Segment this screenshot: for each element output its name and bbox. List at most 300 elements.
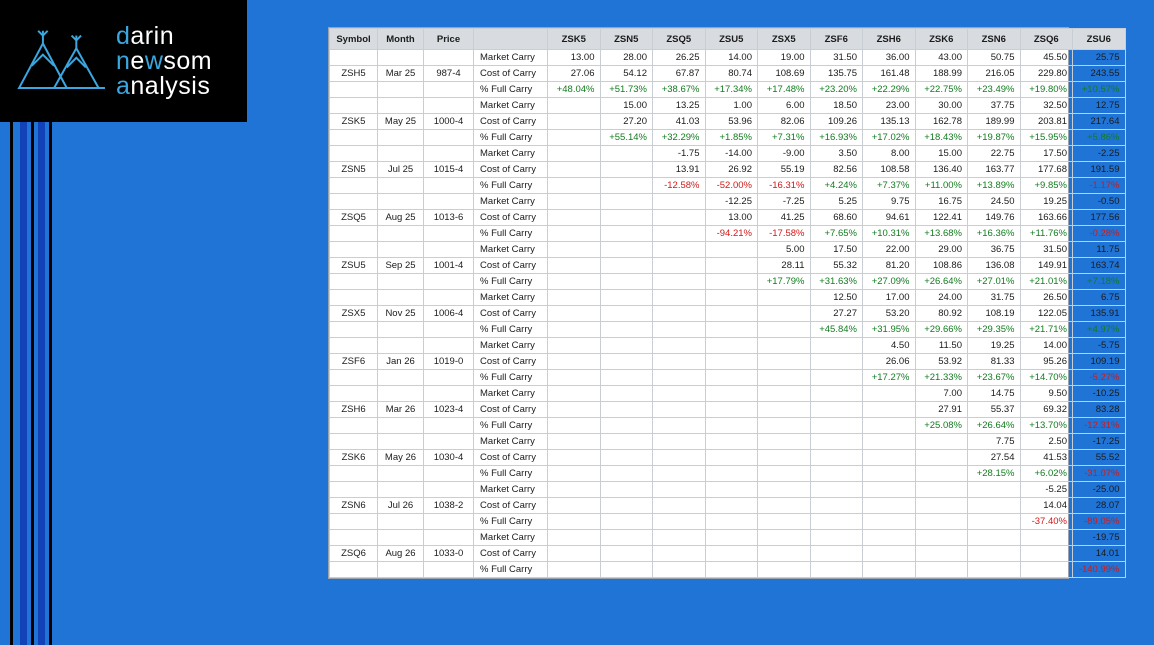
- cell-cost-ZSN5: [600, 498, 653, 514]
- cell-month: [378, 226, 424, 242]
- cell-symbol: [330, 274, 378, 290]
- cell-symbol: [330, 386, 378, 402]
- cell-row-label: Market Carry: [474, 434, 548, 450]
- cell-market-ZSU6: -10.25: [1073, 386, 1126, 402]
- cell-pct-ZSH6: +10.31%: [863, 226, 916, 242]
- table-row: [330, 418, 1126, 434]
- cell-cost-ZSH6: [863, 402, 916, 418]
- cell-symbol: ZSN6: [330, 498, 378, 514]
- cell-pct-ZSN6: +23.67%: [968, 370, 1021, 386]
- cell-price: [424, 290, 474, 306]
- cell-market-ZSQ5: -1.75: [653, 146, 706, 162]
- cell-cost-ZSU6: 243.55: [1073, 66, 1126, 82]
- cell-row-label: Market Carry: [474, 50, 548, 66]
- cell-pct-ZSK6: [915, 562, 968, 578]
- cell-market-ZSN6: [968, 482, 1021, 498]
- cell-cost-ZSQ6: [1020, 546, 1073, 562]
- cell-cost-ZSU6: 55.52: [1073, 450, 1126, 466]
- cell-month: [378, 482, 424, 498]
- cell-pct-ZSN6: +13.89%: [968, 178, 1021, 194]
- cell-cost-ZSU5: [705, 402, 758, 418]
- cell-row-label: % Full Carry: [474, 130, 548, 146]
- cell-month: Aug 25: [378, 210, 424, 226]
- brand-panel: [0, 0, 247, 122]
- cell-cost-ZSU5: 53.96: [705, 114, 758, 130]
- cell-market-ZSU6: -19.75: [1073, 530, 1126, 546]
- cell-cost-ZSK5: [548, 402, 601, 418]
- cell-market-ZSQ5: [653, 290, 706, 306]
- cell-cost-ZSU6: 163.74: [1073, 258, 1126, 274]
- cell-market-ZSU6: 25.75: [1073, 50, 1126, 66]
- cell-pct-ZSF6: [810, 418, 863, 434]
- cell-row-label: % Full Carry: [474, 226, 548, 242]
- cell-pct-ZSX5: +17.48%: [758, 82, 811, 98]
- cell-pct-ZSK6: +18.43%: [915, 130, 968, 146]
- table-row: [330, 546, 1126, 562]
- cell-pct-ZSK6: +25.08%: [915, 418, 968, 434]
- cell-market-ZSU5: [705, 530, 758, 546]
- cell-pct-ZSH6: +17.27%: [863, 370, 916, 386]
- cell-month: [378, 290, 424, 306]
- column-header-zsn6: ZSN6: [968, 29, 1021, 50]
- cell-pct-ZSX5: [758, 562, 811, 578]
- cell-symbol: [330, 146, 378, 162]
- cell-cost-ZSX5: [758, 402, 811, 418]
- cell-market-ZSN6: [968, 530, 1021, 546]
- cell-month: [378, 194, 424, 210]
- cell-market-ZSK6: 30.00: [915, 98, 968, 114]
- cell-pct-ZSK5: [548, 418, 601, 434]
- cell-symbol: [330, 434, 378, 450]
- cell-cost-ZSU5: 26.92: [705, 162, 758, 178]
- cell-market-ZSK5: 13.00: [548, 50, 601, 66]
- cell-symbol: [330, 482, 378, 498]
- cell-price: 1000-4: [424, 114, 474, 130]
- table-row: [330, 434, 1126, 450]
- cell-pct-ZSN5: [600, 466, 653, 482]
- cell-price: [424, 50, 474, 66]
- cell-market-ZSF6: [810, 338, 863, 354]
- cell-row-label: % Full Carry: [474, 82, 548, 98]
- cell-pct-ZSN5: [600, 514, 653, 530]
- cell-price: [424, 530, 474, 546]
- cell-market-ZSK5: [548, 290, 601, 306]
- cell-price: [424, 194, 474, 210]
- cell-price: 1015-4: [424, 162, 474, 178]
- table-row: [330, 498, 1126, 514]
- cell-pct-ZSK5: [548, 562, 601, 578]
- cell-month: Jul 26: [378, 498, 424, 514]
- cell-market-ZSU5: [705, 386, 758, 402]
- cell-cost-ZSF6: 68.60: [810, 210, 863, 226]
- cell-pct-ZSQ5: +32.29%: [653, 130, 706, 146]
- cell-market-ZSQ6: 45.50: [1020, 50, 1073, 66]
- cell-market-ZSH6: 23.00: [863, 98, 916, 114]
- cell-row-label: Market Carry: [474, 242, 548, 258]
- cell-symbol: ZSQ5: [330, 210, 378, 226]
- cell-market-ZSU6: -5.75: [1073, 338, 1126, 354]
- table-header: [330, 29, 1126, 50]
- cell-cost-ZSH6: 26.06: [863, 354, 916, 370]
- cell-price: 1038-2: [424, 498, 474, 514]
- cell-pct-ZSX5: [758, 514, 811, 530]
- cell-market-ZSU5: [705, 290, 758, 306]
- cell-cost-ZSN6: 136.08: [968, 258, 1021, 274]
- cell-pct-ZSX5: [758, 418, 811, 434]
- cell-row-label: Cost of Carry: [474, 306, 548, 322]
- cell-pct-ZSF6: +4.24%: [810, 178, 863, 194]
- cell-pct-ZSN6: [968, 514, 1021, 530]
- cell-market-ZSU5: [705, 434, 758, 450]
- cell-market-ZSX5: [758, 434, 811, 450]
- cell-row-label: Market Carry: [474, 386, 548, 402]
- table-row: [330, 482, 1126, 498]
- cell-pct-ZSQ5: +38.67%: [653, 82, 706, 98]
- cell-cost-ZSH6: 108.58: [863, 162, 916, 178]
- cell-month: [378, 82, 424, 98]
- cell-market-ZSU5: -14.00: [705, 146, 758, 162]
- table-row: [330, 562, 1126, 578]
- cell-market-ZSQ6: 9.50: [1020, 386, 1073, 402]
- cell-market-ZSQ5: [653, 482, 706, 498]
- cell-month: [378, 386, 424, 402]
- cell-pct-ZSK5: [548, 370, 601, 386]
- cell-pct-ZSK5: [548, 466, 601, 482]
- cell-row-label: % Full Carry: [474, 466, 548, 482]
- cell-cost-ZSQ5: 13.91: [653, 162, 706, 178]
- cell-pct-ZSQ6: +19.80%: [1020, 82, 1073, 98]
- cell-pct-ZSF6: +7.65%: [810, 226, 863, 242]
- cell-pct-ZSF6: +45.84%: [810, 322, 863, 338]
- cell-pct-ZSN6: +16.36%: [968, 226, 1021, 242]
- cell-cost-ZSK5: [548, 114, 601, 130]
- cell-symbol: [330, 370, 378, 386]
- cell-pct-ZSU5: -94.21%: [705, 226, 758, 242]
- cell-cost-ZSN5: [600, 450, 653, 466]
- cell-market-ZSF6: 17.50: [810, 242, 863, 258]
- cell-market-ZSK6: [915, 530, 968, 546]
- cell-month: [378, 178, 424, 194]
- cell-cost-ZSN6: 216.05: [968, 66, 1021, 82]
- mountains-icon: [14, 26, 110, 96]
- cell-pct-ZSK6: +26.64%: [915, 274, 968, 290]
- cell-market-ZSN5: [600, 386, 653, 402]
- cell-row-label: Market Carry: [474, 482, 548, 498]
- cell-market-ZSK6: [915, 482, 968, 498]
- cell-cost-ZSX5: [758, 306, 811, 322]
- cell-cost-ZSH6: [863, 546, 916, 562]
- cell-market-ZSK5: [548, 194, 601, 210]
- cell-market-ZSQ6: 26.50: [1020, 290, 1073, 306]
- cell-cost-ZSQ6: 149.91: [1020, 258, 1073, 274]
- cell-market-ZSN6: 50.75: [968, 50, 1021, 66]
- table-row: [330, 258, 1126, 274]
- cell-price: [424, 226, 474, 242]
- cell-symbol: ZSX5: [330, 306, 378, 322]
- cell-market-ZSN5: [600, 290, 653, 306]
- cell-pct-ZSK6: [915, 466, 968, 482]
- cell-pct-ZSU6: -140.99%: [1073, 562, 1126, 578]
- cell-cost-ZSU5: [705, 498, 758, 514]
- cell-row-label: Cost of Carry: [474, 258, 548, 274]
- cell-market-ZSU5: [705, 242, 758, 258]
- table-row: [330, 402, 1126, 418]
- cell-market-ZSH6: 36.00: [863, 50, 916, 66]
- cell-market-ZSQ6: 2.50: [1020, 434, 1073, 450]
- cell-row-label: Market Carry: [474, 194, 548, 210]
- cell-market-ZSK5: [548, 146, 601, 162]
- cell-market-ZSK5: [548, 482, 601, 498]
- cell-symbol: [330, 242, 378, 258]
- cell-pct-ZSQ5: [653, 562, 706, 578]
- cell-pct-ZSK5: [548, 514, 601, 530]
- cell-row-label: Market Carry: [474, 146, 548, 162]
- cell-pct-ZSN5: [600, 226, 653, 242]
- cell-month: [378, 370, 424, 386]
- cell-pct-ZSN6: +27.01%: [968, 274, 1021, 290]
- cell-pct-ZSK6: [915, 514, 968, 530]
- cell-pct-ZSH6: [863, 562, 916, 578]
- cell-market-ZSN5: [600, 338, 653, 354]
- cell-market-ZSK6: 24.00: [915, 290, 968, 306]
- cell-pct-ZSQ6: +6.02%: [1020, 466, 1073, 482]
- cell-market-ZSH6: [863, 482, 916, 498]
- cell-symbol: [330, 514, 378, 530]
- cell-cost-ZSX5: 82.06: [758, 114, 811, 130]
- cell-market-ZSN6: 7.75: [968, 434, 1021, 450]
- cell-market-ZSH6: 4.50: [863, 338, 916, 354]
- table-body: [330, 50, 1126, 578]
- cell-pct-ZSF6: +23.20%: [810, 82, 863, 98]
- cell-market-ZSN5: [600, 434, 653, 450]
- column-header-zsk6: ZSK6: [915, 29, 968, 50]
- cell-cost-ZSK5: 27.06: [548, 66, 601, 82]
- cell-market-ZSQ5: [653, 242, 706, 258]
- cell-pct-ZSQ5: [653, 418, 706, 434]
- cell-price: [424, 418, 474, 434]
- cell-pct-ZSK5: [548, 130, 601, 146]
- cell-market-ZSK6: 11.50: [915, 338, 968, 354]
- cell-cost-ZSK6: 108.86: [915, 258, 968, 274]
- cell-cost-ZSK5: [548, 546, 601, 562]
- cell-cost-ZSN6: 55.37: [968, 402, 1021, 418]
- cell-symbol: [330, 98, 378, 114]
- cell-cost-ZSN5: [600, 402, 653, 418]
- cell-cost-ZSN5: [600, 354, 653, 370]
- cell-cost-ZSF6: 27.27: [810, 306, 863, 322]
- cell-price: 987-4: [424, 66, 474, 82]
- cell-price: [424, 178, 474, 194]
- table-row: [330, 242, 1126, 258]
- cell-cost-ZSX5: 41.25: [758, 210, 811, 226]
- cell-pct-ZSN5: [600, 370, 653, 386]
- cell-pct-ZSN6: [968, 562, 1021, 578]
- cell-pct-ZSF6: +16.93%: [810, 130, 863, 146]
- cell-market-ZSU6: -0.50: [1073, 194, 1126, 210]
- table-row: [330, 82, 1126, 98]
- cell-cost-ZSQ6: 69.32: [1020, 402, 1073, 418]
- cell-market-ZSF6: 3.50: [810, 146, 863, 162]
- cell-symbol: [330, 562, 378, 578]
- cell-market-ZSN5: [600, 242, 653, 258]
- cell-row-label: % Full Carry: [474, 322, 548, 338]
- cell-market-ZSN5: 15.00: [600, 98, 653, 114]
- cell-cost-ZSK5: [548, 210, 601, 226]
- table-row: [330, 322, 1126, 338]
- cell-row-label: Cost of Carry: [474, 66, 548, 82]
- cell-pct-ZSF6: +31.63%: [810, 274, 863, 290]
- cell-market-ZSN5: [600, 530, 653, 546]
- column-header-zsh6: ZSH6: [863, 29, 916, 50]
- cell-cost-ZSU6: 217.64: [1073, 114, 1126, 130]
- cell-cost-ZSF6: 82.56: [810, 162, 863, 178]
- cell-symbol: ZSH5: [330, 66, 378, 82]
- cell-market-ZSQ6: 31.50: [1020, 242, 1073, 258]
- cell-market-ZSK6: [915, 434, 968, 450]
- cell-market-ZSX5: 19.00: [758, 50, 811, 66]
- cell-price: [424, 482, 474, 498]
- cell-cost-ZSN6: [968, 546, 1021, 562]
- cell-pct-ZSU5: [705, 562, 758, 578]
- table-row: [330, 530, 1126, 546]
- cell-row-label: Cost of Carry: [474, 114, 548, 130]
- cell-pct-ZSH6: +31.95%: [863, 322, 916, 338]
- cell-row-label: Cost of Carry: [474, 354, 548, 370]
- cell-market-ZSK5: [548, 530, 601, 546]
- cell-symbol: ZSQ6: [330, 546, 378, 562]
- carry-table: [329, 28, 1126, 578]
- cell-month: [378, 514, 424, 530]
- cell-cost-ZSQ5: [653, 498, 706, 514]
- cell-market-ZSX5: [758, 530, 811, 546]
- cell-market-ZSF6: [810, 434, 863, 450]
- cell-cost-ZSH6: 53.20: [863, 306, 916, 322]
- cell-pct-ZSU6: -5.27%: [1073, 370, 1126, 386]
- cell-market-ZSF6: 5.25: [810, 194, 863, 210]
- cell-cost-ZSQ6: 203.81: [1020, 114, 1073, 130]
- cell-cost-ZSH6: 161.48: [863, 66, 916, 82]
- cell-cost-ZSQ5: [653, 354, 706, 370]
- cell-cost-ZSH6: 81.20: [863, 258, 916, 274]
- cell-cost-ZSF6: [810, 546, 863, 562]
- cell-symbol: [330, 178, 378, 194]
- cell-cost-ZSK6: 122.41: [915, 210, 968, 226]
- cell-symbol: ZSU5: [330, 258, 378, 274]
- cell-cost-ZSQ5: [653, 258, 706, 274]
- cell-pct-ZSN5: [600, 322, 653, 338]
- cell-row-label: Cost of Carry: [474, 162, 548, 178]
- cell-symbol: [330, 466, 378, 482]
- column-header-zsf6: ZSF6: [810, 29, 863, 50]
- cell-month: Jul 25: [378, 162, 424, 178]
- cell-cost-ZSU6: 109.19: [1073, 354, 1126, 370]
- cell-market-ZSK6: 7.00: [915, 386, 968, 402]
- cell-market-ZSQ6: 14.00: [1020, 338, 1073, 354]
- cell-symbol: [330, 82, 378, 98]
- cell-pct-ZSX5: [758, 322, 811, 338]
- cell-cost-ZSQ5: [653, 546, 706, 562]
- table-row: [330, 306, 1126, 322]
- cell-pct-ZSU5: [705, 322, 758, 338]
- cell-month: [378, 242, 424, 258]
- cell-market-ZSQ6: [1020, 530, 1073, 546]
- cell-market-ZSN6: 31.75: [968, 290, 1021, 306]
- cell-price: [424, 514, 474, 530]
- cell-market-ZSH6: 8.00: [863, 146, 916, 162]
- cell-month: [378, 562, 424, 578]
- cell-market-ZSK6: 29.00: [915, 242, 968, 258]
- cell-pct-ZSK6: +11.00%: [915, 178, 968, 194]
- cell-month: [378, 274, 424, 290]
- cell-pct-ZSU6: +7.18%: [1073, 274, 1126, 290]
- cell-price: [424, 274, 474, 290]
- cell-cost-ZSN5: [600, 210, 653, 226]
- cell-market-ZSK5: [548, 338, 601, 354]
- brand-line2-accent: n: [116, 46, 131, 75]
- cell-market-ZSQ5: [653, 386, 706, 402]
- cell-pct-ZSH6: +17.02%: [863, 130, 916, 146]
- cell-cost-ZSU5: [705, 354, 758, 370]
- cell-cost-ZSU6: 14.01: [1073, 546, 1126, 562]
- cell-pct-ZSQ6: [1020, 562, 1073, 578]
- cell-cost-ZSQ5: [653, 450, 706, 466]
- cell-market-ZSU5: 1.00: [705, 98, 758, 114]
- cell-pct-ZSN6: +29.35%: [968, 322, 1021, 338]
- cell-cost-ZSK6: [915, 498, 968, 514]
- cell-pct-ZSH6: [863, 514, 916, 530]
- cell-cost-ZSN6: [968, 498, 1021, 514]
- cell-symbol: ZSK6: [330, 450, 378, 466]
- cell-row-label: Cost of Carry: [474, 546, 548, 562]
- cell-cost-ZSU5: [705, 450, 758, 466]
- cell-market-ZSK6: 15.00: [915, 146, 968, 162]
- cell-market-ZSU6: -2.25: [1073, 146, 1126, 162]
- cell-market-ZSF6: [810, 386, 863, 402]
- cell-cost-ZSN6: 27.54: [968, 450, 1021, 466]
- cell-pct-ZSU5: [705, 418, 758, 434]
- cell-cost-ZSK6: 162.78: [915, 114, 968, 130]
- cell-row-label: Market Carry: [474, 290, 548, 306]
- cell-pct-ZSQ6: +15.95%: [1020, 130, 1073, 146]
- cell-cost-ZSU6: 177.56: [1073, 210, 1126, 226]
- table-row: [330, 226, 1126, 242]
- cell-market-ZSX5: [758, 290, 811, 306]
- cell-cost-ZSQ5: [653, 210, 706, 226]
- cell-cost-ZSU5: [705, 258, 758, 274]
- cell-cost-ZSN5: [600, 306, 653, 322]
- cell-price: [424, 562, 474, 578]
- cell-month: [378, 322, 424, 338]
- cell-cost-ZSU5: [705, 306, 758, 322]
- cell-cost-ZSN6: 189.99: [968, 114, 1021, 130]
- cell-pct-ZSN5: +55.14%: [600, 130, 653, 146]
- cell-month: May 26: [378, 450, 424, 466]
- cell-pct-ZSK5: [548, 274, 601, 290]
- table-row: [330, 162, 1126, 178]
- cell-pct-ZSK5: +48.04%: [548, 82, 601, 98]
- cell-price: 1006-4: [424, 306, 474, 322]
- cell-pct-ZSU6: -0.28%: [1073, 226, 1126, 242]
- cell-price: [424, 434, 474, 450]
- cell-cost-ZSQ6: 177.68: [1020, 162, 1073, 178]
- cell-symbol: ZSF6: [330, 354, 378, 370]
- cell-pct-ZSQ6: -37.40%: [1020, 514, 1073, 530]
- brand-line1-rest: arin: [130, 21, 175, 50]
- cell-market-ZSX5: [758, 338, 811, 354]
- cell-cost-ZSQ5: [653, 306, 706, 322]
- cell-market-ZSQ5: [653, 434, 706, 450]
- cell-pct-ZSU5: [705, 274, 758, 290]
